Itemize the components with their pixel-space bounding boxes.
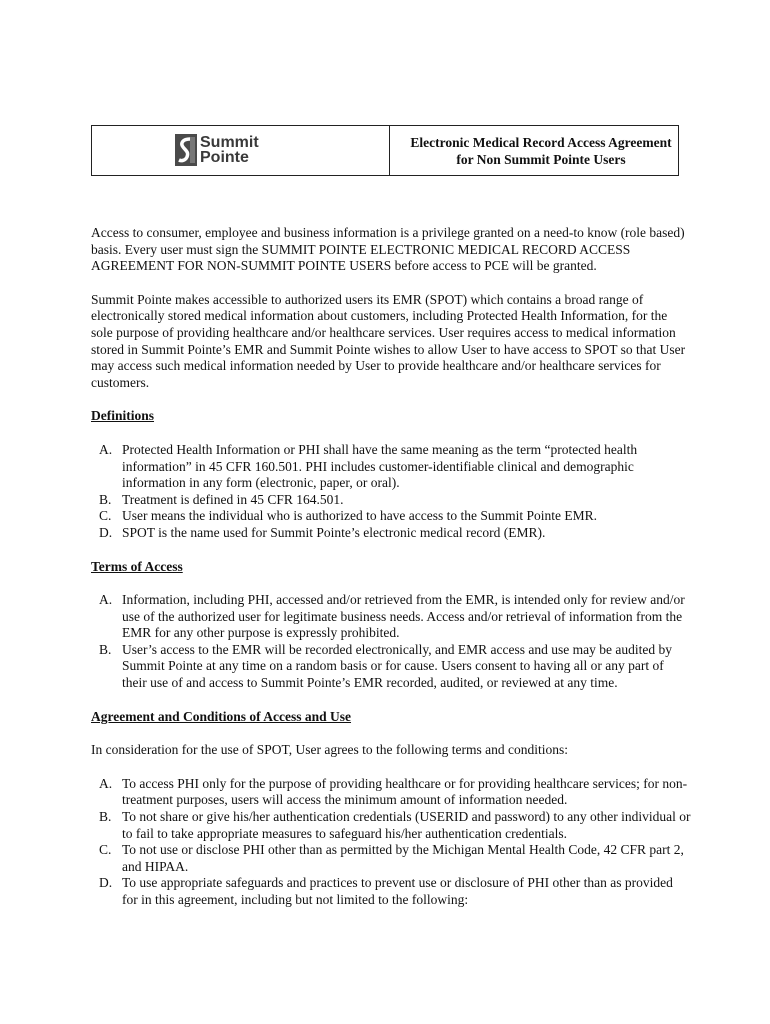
list-marker: A. xyxy=(99,592,113,608)
list-item xyxy=(91,592,691,642)
summit-pointe-logo-mark-icon xyxy=(175,134,197,166)
list-marker: A. xyxy=(99,441,113,457)
logo-wordmark xyxy=(200,135,259,165)
summit-pointe-logo xyxy=(175,134,259,166)
list-item-text: Treatment is defined in 45 CFR 164.501. xyxy=(122,491,344,507)
header-table xyxy=(91,125,679,176)
definitions-list xyxy=(91,442,691,542)
list-item-text: To access PHI only for the purpose of providing healthcare or for providing healthcare services; for non-treatment purposes, users will access the minimum amount of information needed. xyxy=(122,775,688,808)
list-item xyxy=(91,442,691,492)
list-item-text: User’s access to the EMR will be recorded electronically, and EMR access and use may be audited by Summit Pointe at any time on a random basis or for cause. Users consent to having all or any part of their use of and access to Summit Pointe’s EMR recorded, audited, or reviewed at any time. xyxy=(122,641,672,691)
list-item-text: User means the individual who is authorized to have access to the Summit Pointe EMR. xyxy=(122,508,598,524)
agreement-intro: In consideration for the use of SPOT, User agrees to the following terms and conditions: xyxy=(91,742,569,758)
list-item-text: SPOT is the name used for Summit Pointe’s electronic medical record (EMR). xyxy=(122,524,546,540)
list-item xyxy=(91,875,691,908)
terms-list xyxy=(91,592,691,692)
list-item-text: To not share or give his/her authentication credentials (USERID and password) to any other individual or to fail to take appropriate measures to safeguard his/her authentication credentials. xyxy=(122,809,691,841)
list-item-text: Information, including PHI, accessed and/or retrieved from the EMR, is intended only for review and/or use of the authorized user for legitimate business needs. Access and/or retrieval of information from the EMR for any other purpose is expressly prohibited. xyxy=(122,592,685,641)
list-marker: B. xyxy=(99,641,112,657)
list-item xyxy=(91,776,691,809)
definitions-heading: Definitions xyxy=(91,408,155,424)
list-marker: C. xyxy=(99,842,112,858)
list-item xyxy=(91,492,691,509)
agreement-list xyxy=(91,776,691,909)
list-item-text: To use appropriate safeguards and practices to prevent use or disclosure of PHI other than as provided for in this agreement, including but not limited to the following: xyxy=(122,875,673,907)
list-marker: D. xyxy=(99,524,113,540)
logo-cell xyxy=(92,126,390,175)
list-item xyxy=(91,809,691,842)
list-marker: D. xyxy=(99,875,113,891)
list-item xyxy=(91,508,691,525)
logo-word-pointe: Pointe xyxy=(200,149,249,166)
list-marker: B. xyxy=(99,809,112,825)
list-item xyxy=(91,842,691,875)
document-title-line-2: for Non Summit Pointe Users xyxy=(456,151,626,167)
list-item xyxy=(91,642,691,692)
list-item-text: Protected Health Information or PHI shall have the same meaning as the term “protected health information” in 45 CFR 160.501. PHI includes customer-identifiable clinical and demographic information in any form (electronic, paper, or oral). xyxy=(122,441,638,491)
intro-paragraph-1: Access to consumer, employee and business information is a privilege granted on a need-to know (role based) basis. Every user must sign the SUMMIT POINTE ELECTRONIC MEDICAL RECORD ACCESS AGREEMENT FOR NON-SUMMIT POINTE USERS before access to PCE will be granted. xyxy=(91,225,685,274)
terms-heading: Terms of Access xyxy=(91,558,183,574)
document-title xyxy=(390,126,678,175)
document-title-line-1: Electronic Medical Record Access Agreement xyxy=(410,134,672,150)
list-marker: C. xyxy=(99,508,112,524)
document-body xyxy=(91,225,691,926)
logo-word-summit: Summit xyxy=(200,134,259,151)
agreement-heading: Agreement and Conditions of Access and Use xyxy=(91,708,352,724)
intro-paragraph-2: Summit Pointe makes accessible to authorized users its EMR (SPOT) which contains a broad range of electronically stored medical information about customers, including Protected Health Information, for the sole purpose of providing healthcare and/or healthcare services. User requires access to medical information stored in Summit Pointe’s EMR and Summit Pointe wishes to allow User to have access to SPOT so that User may access such medical information needed by User to provide healthcare and/or healthcare services for customers. xyxy=(91,291,686,390)
list-item-text: To not use or disclose PHI other than as permitted by the Michigan Mental Health Code, 42 CFR part 2, and HIPAA. xyxy=(122,842,684,874)
list-item xyxy=(91,525,691,542)
list-marker: B. xyxy=(99,491,112,507)
list-marker: A. xyxy=(99,775,113,791)
